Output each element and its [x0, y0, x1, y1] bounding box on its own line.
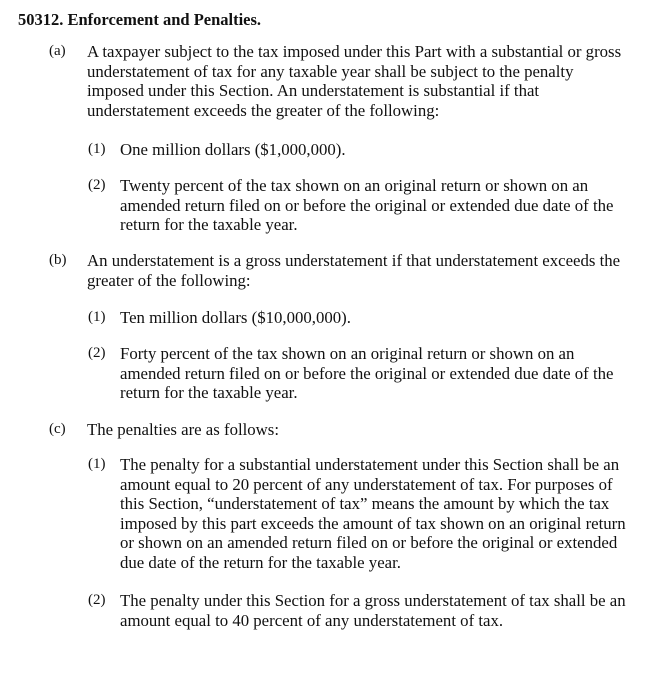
paragraph-label: (c): [49, 421, 66, 437]
paragraph-text: A taxpayer subject to the tax imposed under this Part with a substantial or gross understatement of tax for any taxable year shall be subject to the penalty imposed under this Section. An understatement is substantial if that understatement exceeds the greater of the following:: [87, 42, 622, 120]
item-label: (2): [88, 177, 106, 193]
paragraph-a: [49, 42, 633, 120]
item-label: (1): [88, 309, 106, 325]
item-b-2: [88, 344, 636, 403]
paragraph-c: [49, 420, 633, 440]
item-label: (1): [88, 141, 106, 157]
paragraph-label: (a): [49, 43, 66, 59]
section-heading: 50312. Enforcement and Penalties.: [18, 10, 262, 29]
item-c-2: [88, 591, 636, 630]
paragraph-b: [49, 251, 633, 290]
paragraph-label: (b): [49, 252, 67, 268]
item-text: One million dollars ($1,000,000).: [120, 140, 346, 159]
item-text: Ten million dollars ($10,000,000).: [120, 308, 351, 327]
item-text: Twenty percent of the tax shown on an original return or shown on an amended return filed on or before the original or extended due date of the return for the taxable year.: [120, 176, 614, 234]
item-text: The penalty for a substantial understatement under this Section shall be an amount equal to 20 percent of any understatement of tax. For purposes of this Section, “understatement of tax” means the amount by which the tax imposed by this part exceeds the amount of tax shown on an original return or shown on an amended return filed on or before the original or extended due date of the return for the taxable year.: [120, 455, 626, 572]
item-c-1: [88, 455, 636, 572]
item-label: (2): [88, 345, 106, 361]
item-label: (2): [88, 592, 106, 608]
paragraph-text: The penalties are as follows:: [87, 420, 279, 439]
item-a-1: [88, 140, 636, 160]
item-text: The penalty under this Section for a gross understatement of tax shall be an amount equal to 40 percent of any understatement of tax.: [120, 591, 626, 630]
item-b-1: [88, 308, 636, 328]
item-a-2: [88, 176, 636, 235]
item-text: Forty percent of the tax shown on an original return or shown on an amended return filed on or before the original or extended due date of the return for the taxable year.: [120, 344, 614, 402]
paragraph-text: An understatement is a gross understatement if that understatement exceeds the greater of the following:: [87, 251, 621, 290]
item-label: (1): [88, 456, 106, 472]
